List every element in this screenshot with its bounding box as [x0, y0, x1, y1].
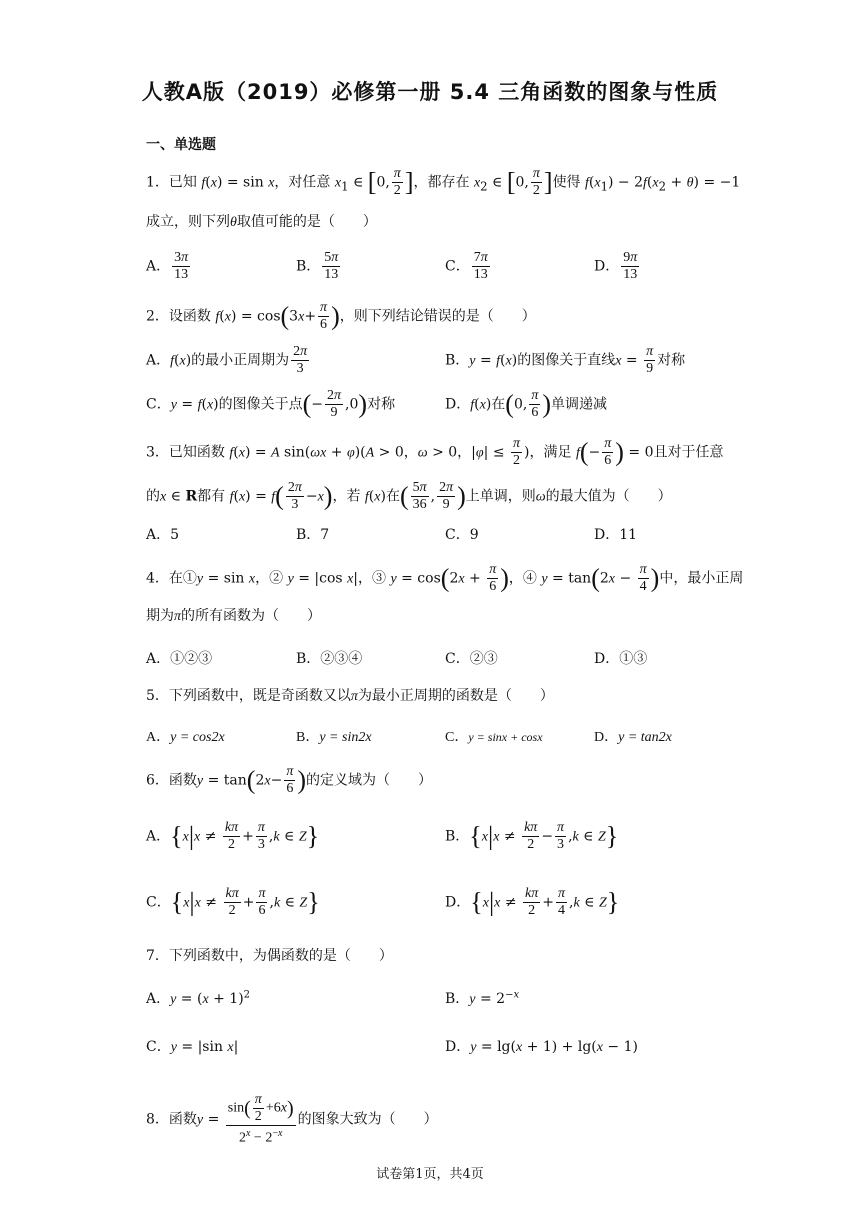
- question-3-line-1: 3．已知函数 f(x) = A sin(ωx + φ)(A > 0，ω > 0，|φ| ≤ $\frac{\pi}{2}$ )，满足 f(− $\frac{\pi}{6}$ ) = 0且对于任意: [146, 436, 724, 468]
- question-2-stem: 2．设函数 f(x) = cos(3x+ $\frac{\pi}{6}$ )，则下列结论错误的是（ ）: [146, 300, 536, 332]
- q6-option-c[interactable]: C．{x|x ≠ $\frac{k\pi}{2}$ + $\frac{\pi}{6}$ ,k ∈ Z}: [146, 886, 320, 918]
- question-1-line-2: 成立，则下列θ取值可能的是（ ）: [146, 214, 377, 230]
- q7-option-b[interactable]: B．$y = 2^{-x}$: [445, 989, 520, 1007]
- q4-option-d[interactable]: D．①③: [594, 651, 648, 667]
- q2-option-b[interactable]: B．y = f(x)的图像关于直线x = $\frac{\pi}{9}$ 对称: [445, 344, 686, 376]
- page-title: 人教A版（2019）必修第一册 5.4 三角函数的图象与性质: [141, 80, 719, 104]
- section-heading: 一、单选题: [146, 137, 216, 153]
- q1-option-c[interactable]: C． $\frac{7\pi}{13}$: [445, 250, 488, 282]
- question-7-stem: 7．下列函数中，为偶函数的是（ ）: [146, 948, 393, 964]
- question-8-stem: 8．函数y = sin( $\frac{\pi}{2}$ +6x) $2^x - 2^{-x}$ 的图象大致为（ ）: [146, 1092, 438, 1146]
- q4-option-a[interactable]: A．①②③: [146, 651, 213, 667]
- question-6-stem: 6．函数y = tan(2x− $\frac{\pi}{6}$ )的定义域为（ ）: [146, 764, 432, 796]
- q6-option-b[interactable]: B．{x|x ≠ $\frac{k\pi}{2}$ − $\frac{\pi}{3}$ ,k ∈ Z}: [445, 820, 619, 852]
- q3-option-d[interactable]: D．11: [594, 527, 638, 543]
- q7-option-c[interactable]: C．y = |sin x|: [146, 1039, 239, 1055]
- q3-option-b[interactable]: B．7: [296, 527, 330, 543]
- q5-option-b[interactable]: B．y = sin2x: [296, 730, 372, 745]
- q5-option-a[interactable]: A．y = cos2x: [146, 730, 225, 745]
- q6-option-d[interactable]: D．{x|x ≠ $\frac{k\pi}{2}$ + $\frac{\pi}{4}$ ,k ∈ Z}: [445, 886, 620, 918]
- question-4-line-2: 期为π的所有函数为（ ）: [146, 608, 322, 624]
- q1-option-b[interactable]: B． $\frac{5\pi}{13}$: [296, 250, 339, 282]
- q3-option-a[interactable]: A．5: [146, 527, 180, 543]
- q2-option-c[interactable]: C．y = f(x)的图像关于点(− $\frac{2\pi}{9}$ ,0)对称: [146, 388, 396, 420]
- question-1-line-1: 1．已知 f(x) = sin x，对任意 $x_1$ ∈ [0, $\frac{\pi}{2}$ ]，都存在 $x_2$ ∈ [0, $\frac{\pi}{2}$ ]使得 $f(x_1) - 2f(x_2 + \theta) = -1$: [146, 166, 741, 198]
- q2-option-d[interactable]: D．f(x)在(0, $\frac{\pi}{6}$ )单调递减: [445, 388, 607, 420]
- q7-option-d[interactable]: D．y = lg(x + 1) + lg(x − 1): [445, 1039, 638, 1055]
- page-footer: 试卷第1页，共4页: [376, 1167, 484, 1182]
- question-3-line-2: 的x ∈ R都有 f(x) = f( $\frac{2\pi}{3}$ −x)，若 f(x)在( $\frac{5\pi}{36}$ , $\frac{2\pi}{9}$ )上单调，则ω的最大值为（ ）: [146, 480, 672, 512]
- q7-option-a[interactable]: A．$y = (x + 1)^2$: [146, 989, 251, 1007]
- q6-option-a[interactable]: A．{x|x ≠ $\frac{k\pi}{2}$ + $\frac{\pi}{3}$ ,k ∈ Z}: [146, 820, 320, 852]
- q4-option-c[interactable]: C．②③: [445, 651, 498, 667]
- q1-option-a[interactable]: A． $\frac{3\pi}{13}$: [146, 250, 189, 282]
- q5-option-d[interactable]: D．y = tan2x: [594, 730, 672, 745]
- q4-option-b[interactable]: B．②③④: [296, 651, 363, 667]
- question-5-stem: 5．下列函数中，既是奇函数又以π为最小正周期的函数是（ ）: [146, 688, 554, 704]
- q1-option-d[interactable]: D． $\frac{9\pi}{13}$: [594, 250, 638, 282]
- question-4-line-1: 4．在①y = sin x，② y = |cos x|，③ y = cos(2x + $\frac{\pi}{6}$ )，④ y = tan(2x − $\frac{\pi}{4}$ )中，最小正周: [146, 562, 744, 594]
- q3-option-c[interactable]: C．9: [445, 527, 479, 543]
- q5-option-c[interactable]: C．y = sinx + cosx: [445, 730, 543, 745]
- q2-option-a[interactable]: A．f(x)的最小正周期为 $\frac{2\pi}{3}$: [146, 344, 308, 376]
